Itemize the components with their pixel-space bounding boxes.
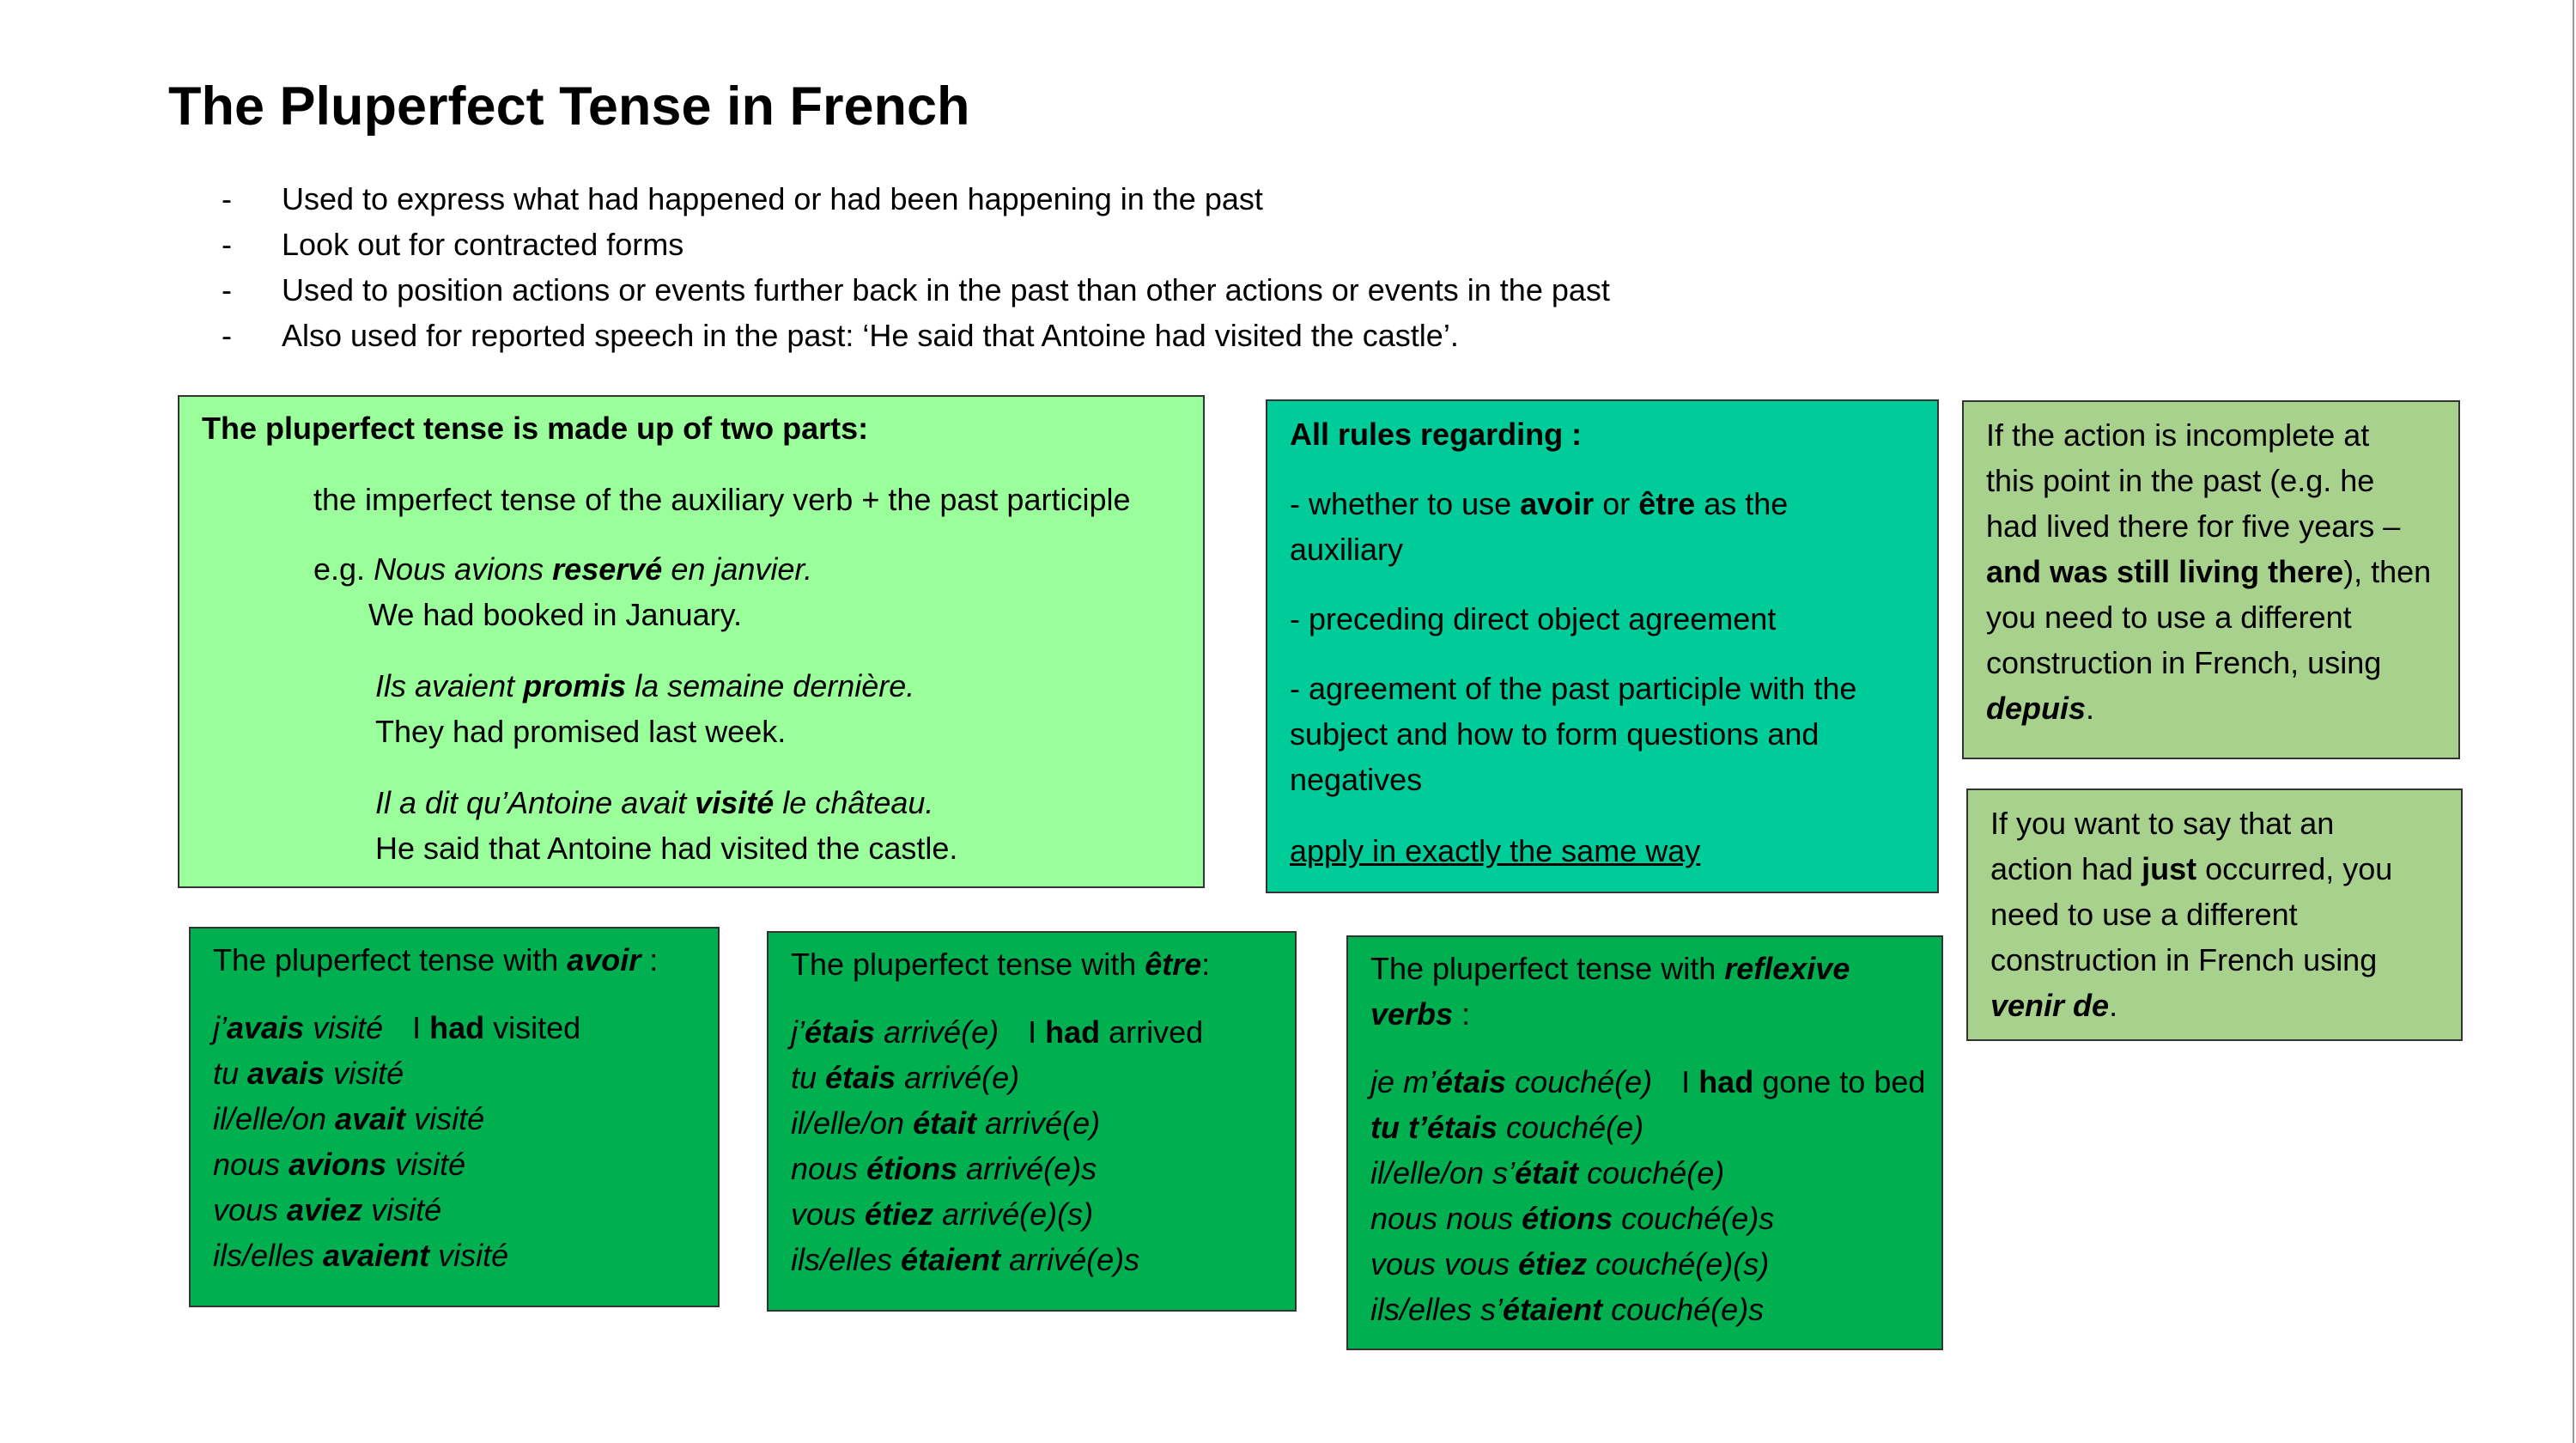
reflexive-heading-2 xyxy=(1370,991,1919,1037)
avoir-participle: visité xyxy=(429,1238,509,1273)
bullet-text: Used to position actions or events further back in the past than other actions or events in the past xyxy=(282,272,1610,307)
etre-auxiliary: étais xyxy=(805,1014,876,1050)
bullet-text: Also used for reported speech in the past: ‘He said that Antoine had visited the castle’. xyxy=(282,318,1459,353)
etre-participle: arrivé(e)s xyxy=(957,1151,1097,1186)
avoir-pronoun: ils/elles xyxy=(213,1238,324,1273)
etre-row xyxy=(791,1146,1273,1191)
etre-auxiliary: étiez xyxy=(865,1196,934,1232)
etre-pronoun: j’ xyxy=(791,1014,805,1050)
avoir-translation xyxy=(412,1010,580,1045)
rules-footer: apply in exactly the same way xyxy=(1290,833,1701,868)
translation-a: I xyxy=(1681,1064,1699,1099)
venir-de-term: venir de xyxy=(1990,988,2110,1023)
reflexive-auxiliary: étions xyxy=(1522,1201,1613,1236)
rule-agreement-2: subject and how to form questions and xyxy=(1290,716,1820,752)
bullet-text: Look out for contracted forms xyxy=(282,227,684,262)
etre-conjugation-box xyxy=(767,931,1297,1312)
reflexive-pronoun: tu t’ xyxy=(1370,1110,1427,1145)
rules-box xyxy=(1266,399,1939,893)
just-line-1: If you want to say that an xyxy=(1990,806,2335,841)
translation-had: had xyxy=(1045,1014,1101,1050)
reflexive-pronoun: je m’ xyxy=(1370,1064,1437,1099)
bullet-item xyxy=(222,222,1610,267)
bullet-text: Used to express what had happened or had been happening in the past xyxy=(282,181,1263,216)
incomplete-line-4 xyxy=(1986,549,2436,594)
translation-a: I xyxy=(1028,1014,1046,1050)
reflexive-heading-word: reflexive xyxy=(1724,951,1850,986)
reflexive-row xyxy=(1370,1241,1919,1287)
etre-participle: arrivé(e) xyxy=(976,1105,1101,1141)
bullet-dash: - xyxy=(222,318,232,353)
just-line-3: need to use a different xyxy=(1990,897,2298,932)
spacer xyxy=(1370,1037,1919,1059)
example-1-fr xyxy=(313,546,1181,592)
reflexive-auxiliary: étais xyxy=(1426,1110,1498,1145)
etre-rows xyxy=(791,1009,1273,1282)
etre-auxiliary: étais xyxy=(825,1060,896,1095)
two-parts-heading: The pluperfect tense is made up of two parts: xyxy=(202,411,869,446)
rule-auxiliary-cont: auxiliary xyxy=(1290,532,1404,567)
example-3-fr xyxy=(375,780,1181,825)
bullet-item xyxy=(222,267,1610,313)
reflexive-heading-verbs: verbs xyxy=(1370,996,1454,1032)
etre-translation xyxy=(1028,1014,1203,1050)
bullet-item xyxy=(222,176,1610,222)
translation-had: had xyxy=(1698,1064,1754,1099)
incomplete-line-7 xyxy=(1986,685,2436,731)
example-1-a: Nous avions xyxy=(374,551,553,587)
avoir-row xyxy=(213,1233,696,1278)
etre-row xyxy=(791,1100,1273,1146)
reflexive-auxiliary: étais xyxy=(1436,1064,1507,1099)
example-1-verb: reservé xyxy=(552,551,663,587)
reflexive-participle: couché(e) xyxy=(1506,1064,1653,1099)
reflexive-pronoun: il/elle/on s’ xyxy=(1370,1155,1516,1190)
depuis-term: depuis xyxy=(1986,691,2087,726)
avoir-pronoun: j’ xyxy=(213,1010,227,1045)
reflexive-heading-d: : xyxy=(1453,996,1471,1032)
example-prefix: e.g. xyxy=(313,551,374,587)
etre-row xyxy=(791,1055,1273,1100)
rule-auxiliary xyxy=(1290,481,1915,527)
example-3-verb: visité xyxy=(695,785,775,820)
avoir-row xyxy=(213,1187,696,1233)
avoir-auxiliary: avait xyxy=(335,1101,406,1136)
incomplete-action-box xyxy=(1962,400,2460,759)
incomplete-line-5: you need to use a different xyxy=(1986,600,2352,635)
etre-participle: arrivé(e) xyxy=(875,1014,999,1050)
reflexive-rows xyxy=(1370,1059,1926,1332)
rule-1-e: as the xyxy=(1695,486,1789,521)
bullet-dash: - xyxy=(222,272,232,307)
etre-heading-verb: être xyxy=(1145,947,1202,982)
avoir-participle: visité xyxy=(386,1147,466,1182)
example-2-a: Ils avaient xyxy=(375,668,524,703)
etre-heading-c: : xyxy=(1201,947,1211,982)
avoir-participle: visité xyxy=(325,1056,404,1091)
translation-a: I xyxy=(412,1010,430,1045)
etre-pronoun: il/elle/on xyxy=(791,1105,914,1141)
translation-c: gone to bed xyxy=(1753,1064,1926,1099)
example-3-c: le château. xyxy=(774,785,934,820)
etre-row xyxy=(791,1009,1273,1055)
avoir-rows xyxy=(213,1005,696,1278)
just-line-4: construction in French using xyxy=(1990,942,2378,977)
etre-participle: arrivé(e) xyxy=(896,1060,1020,1095)
avoir-conjugation-box xyxy=(189,927,720,1307)
example-3-en: He said that Antoine had visited the castle. xyxy=(375,831,958,866)
reflexive-pronoun: nous nous xyxy=(1370,1201,1522,1236)
rule-agreement-3: negatives xyxy=(1290,762,1423,797)
avoir-participle: visité xyxy=(362,1192,442,1227)
avoir-heading-a: The pluperfect tense with xyxy=(213,942,568,977)
reflexive-row xyxy=(1370,1059,1926,1105)
page-edge-divider xyxy=(2573,0,2574,1443)
avoir-heading-verb: avoir xyxy=(567,942,641,977)
example-1-en: We had booked in January. xyxy=(368,597,742,632)
etre-participle: arrivé(e)s xyxy=(1000,1242,1140,1277)
example-3-a: Il a dit qu’Antoine avait xyxy=(375,785,696,820)
example-2-fr xyxy=(375,663,1181,709)
avoir-row xyxy=(213,1096,696,1142)
reflexive-auxiliary: étiez xyxy=(1518,1246,1588,1282)
bullet-dash: - xyxy=(222,181,232,216)
etre-auxiliary: était xyxy=(913,1105,977,1141)
translation-c: visited xyxy=(484,1010,581,1045)
translation-c: arrived xyxy=(1100,1014,1204,1050)
reflexive-row xyxy=(1370,1105,1919,1150)
rule-direct-object: - preceding direct object agreement xyxy=(1290,601,1777,636)
avoir-pronoun: nous xyxy=(213,1147,289,1182)
avoir-pronoun: il/elle/on xyxy=(213,1101,336,1136)
reflexive-participle: couché(e)(s) xyxy=(1587,1246,1770,1282)
avoir-pronoun: vous xyxy=(213,1192,288,1227)
just-line-2-a: action had xyxy=(1990,851,2142,886)
reflexive-row xyxy=(1370,1287,1919,1332)
formula-text: the imperfect tense of the auxiliary verb + the past participle xyxy=(313,482,1131,517)
avoir-row xyxy=(213,1142,696,1187)
avoir-participle: visité xyxy=(405,1101,485,1136)
rules-heading: All rules regarding : xyxy=(1290,417,1583,452)
reflexive-participle: couché(e) xyxy=(1498,1110,1644,1145)
incomplete-line-1: If the action is incomplete at xyxy=(1986,417,2370,453)
bullet-dash: - xyxy=(222,227,232,262)
avoir-auxiliary: aviez xyxy=(287,1192,363,1227)
spacer xyxy=(791,987,1273,1009)
incomplete-line-2: this point in the past (e.g. he xyxy=(1986,463,2375,498)
avoir-row xyxy=(213,1050,696,1096)
incomplete-line-3: had lived there for five years – xyxy=(1986,508,2401,544)
etre-heading-a: The pluperfect tense with xyxy=(791,947,1145,982)
page-title: The Pluperfect Tense in French xyxy=(168,76,970,137)
rule-1-etre: être xyxy=(1638,486,1696,521)
reflexive-heading-a: The pluperfect tense with xyxy=(1370,951,1725,986)
reflexive-translation xyxy=(1681,1064,1925,1099)
rule-agreement-1: - agreement of the past participle with the xyxy=(1290,671,1857,706)
example-2-verb: promis xyxy=(523,668,627,703)
etre-heading xyxy=(791,941,1273,987)
reflexive-heading-1 xyxy=(1370,946,1919,991)
incomplete-line-6: construction in French, using xyxy=(1986,645,2382,680)
avoir-auxiliary: avaient xyxy=(323,1238,430,1273)
avoir-heading xyxy=(213,937,696,983)
reflexive-pronoun: vous vous xyxy=(1370,1246,1519,1282)
avoir-auxiliary: avions xyxy=(289,1147,387,1182)
example-1-c: en janvier. xyxy=(662,551,813,587)
incomplete-emphasis: and was still living there xyxy=(1986,554,2344,589)
etre-row xyxy=(791,1191,1273,1237)
etre-auxiliary: étaient xyxy=(901,1242,1001,1277)
bullet-list xyxy=(222,176,1610,358)
reflexive-pronoun: ils/elles s’ xyxy=(1370,1292,1504,1327)
just-emphasis: just xyxy=(2142,851,2197,886)
reflexive-participle: couché(e)s xyxy=(1602,1292,1765,1327)
etre-auxiliary: étions xyxy=(866,1151,958,1186)
rule-1-c: or xyxy=(1594,486,1639,521)
just-line-2 xyxy=(1990,846,2439,892)
reflexive-participle: couché(e) xyxy=(1578,1155,1725,1190)
just-occurred-box xyxy=(1966,788,2463,1041)
spacer xyxy=(213,983,696,1005)
incomplete-period: . xyxy=(2086,691,2095,726)
reflexive-row xyxy=(1370,1196,1919,1241)
just-period: . xyxy=(2109,988,2118,1023)
two-parts-box xyxy=(178,395,1205,888)
rule-1-a: - whether to use xyxy=(1290,486,1521,521)
translation-had: had xyxy=(429,1010,485,1045)
avoir-row xyxy=(213,1005,696,1050)
avoir-auxiliary: avais xyxy=(247,1056,325,1091)
reflexive-participle: couché(e)s xyxy=(1613,1201,1775,1236)
reflexive-auxiliary: étaient xyxy=(1503,1292,1603,1327)
etre-pronoun: nous xyxy=(791,1151,867,1186)
reflexive-auxiliary: était xyxy=(1515,1155,1579,1190)
reflexive-conjugation-box xyxy=(1346,935,1943,1350)
just-line-2-c: occurred, you xyxy=(2196,851,2393,886)
avoir-pronoun: tu xyxy=(213,1056,248,1091)
example-2-c: la semaine dernière. xyxy=(626,668,915,703)
bullet-item xyxy=(222,313,1610,358)
rule-1-avoir: avoir xyxy=(1520,486,1595,521)
etre-pronoun: tu xyxy=(791,1060,826,1095)
avoir-heading-c: : xyxy=(641,942,659,977)
example-2-en: They had promised last week. xyxy=(375,714,787,749)
etre-participle: arrivé(e)(s) xyxy=(933,1196,1094,1232)
avoir-participle: visité xyxy=(304,1010,384,1045)
avoir-auxiliary: avais xyxy=(227,1010,305,1045)
etre-pronoun: ils/elles xyxy=(791,1242,902,1277)
reflexive-row xyxy=(1370,1150,1919,1196)
just-line-5 xyxy=(1990,983,2439,1028)
etre-pronoun: vous xyxy=(791,1196,866,1232)
incomplete-line-4-rest: ), then xyxy=(2343,554,2432,589)
etre-row xyxy=(791,1237,1273,1282)
